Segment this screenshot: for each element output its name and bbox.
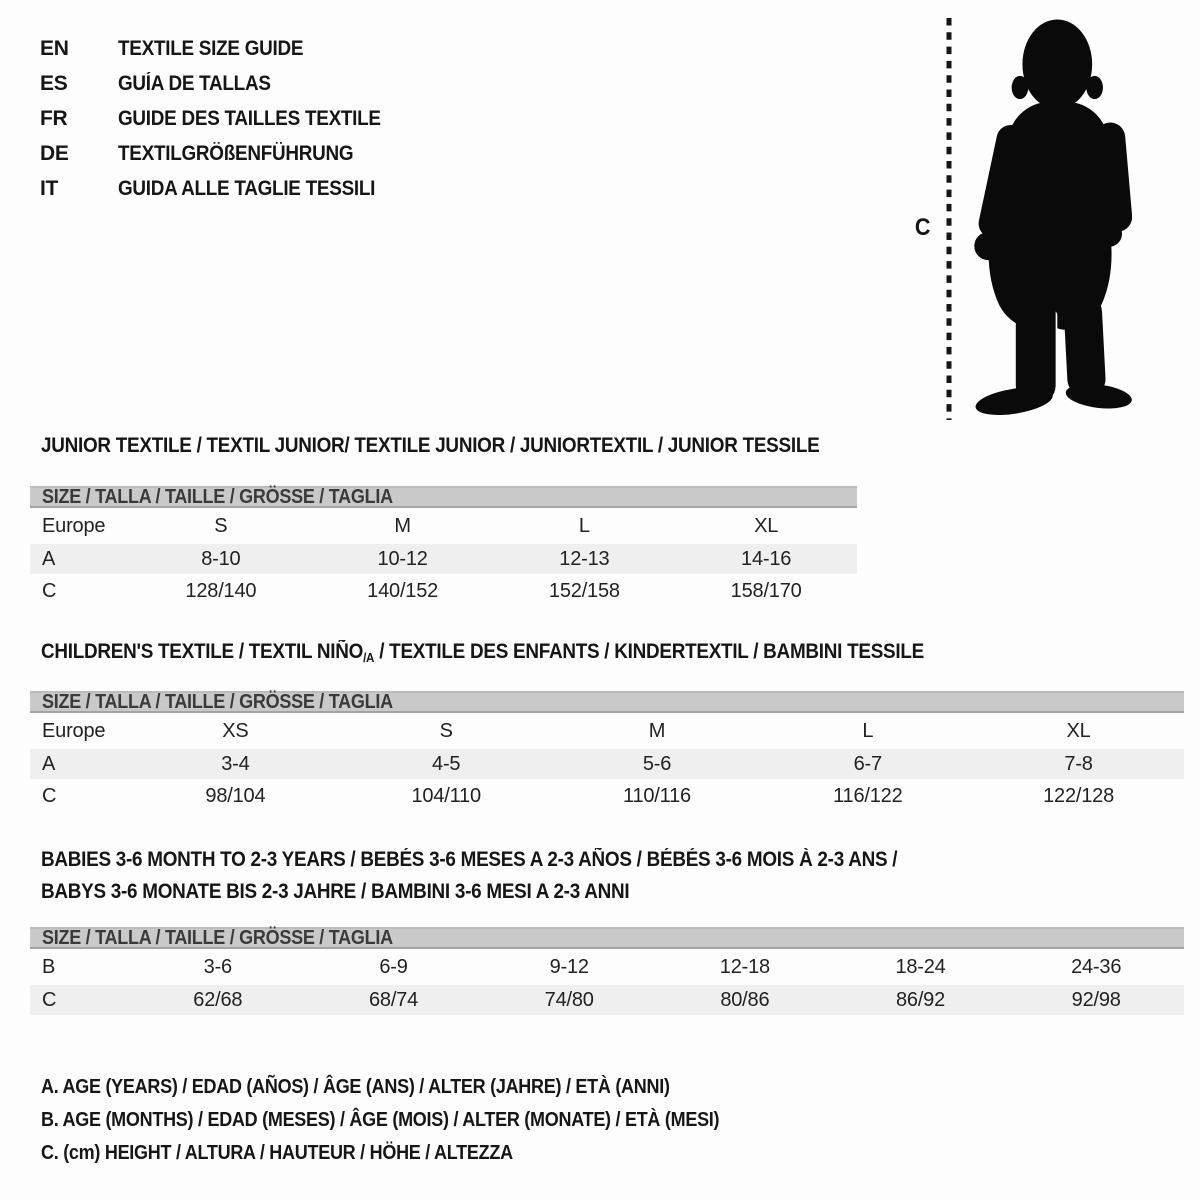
leg-right	[1063, 293, 1107, 398]
table-row-age	[30, 749, 1184, 779]
height-cell: 92/98	[1071, 988, 1121, 1011]
size-cell: L	[578, 514, 590, 537]
junior-section-title: JUNIOR TEXTILE / TEXTIL JUNIOR/ TEXTILE JUNIOR / JUNIORTEXTIL / JUNIOR TESSILE	[41, 434, 820, 457]
babies-section-title-line2: BABYS 3-6 MONATE BIS 2-3 JAHRE / BAMBINI 3-6 MESI A 2-3 ANNI	[41, 880, 630, 903]
age-cell: 7-8	[1064, 752, 1093, 775]
children-section-title: CHILDREN'S TEXTILE / TEXTIL $NIÑO_{/A}$ / TEXTILE DES ENFANTS / KINDERTEXTIL / BAMBINI TESSILE	[41, 640, 924, 665]
months-cell: 24-36	[1071, 955, 1122, 978]
leg-left	[1016, 294, 1056, 404]
height-cell: 68/74	[368, 988, 419, 1011]
height-cell: 86/92	[895, 988, 946, 1011]
height-cell: 104/110	[411, 784, 481, 807]
guide-title: TEXTILGRÖßENFÜHRUNG	[118, 141, 354, 165]
months-cell: 6-9	[379, 955, 408, 978]
guide-title: GUÍA DE TALLAS	[118, 71, 271, 95]
size-cell: S	[214, 514, 228, 537]
toddler-silhouette-icon	[966, 16, 1132, 423]
height-cell: 158/170	[730, 579, 802, 602]
table-row-sizes	[30, 508, 857, 544]
language-title-list	[40, 31, 410, 206]
row-label: B	[42, 955, 56, 978]
legend-line-age-years: A. AGE (YEARS) / EDAD (AÑOS) / ÂGE (ANS) / ALTER (JAHRE) / ETÀ (ANNI)	[41, 1076, 670, 1098]
table-row-sizes	[30, 713, 1184, 749]
height-cell: 110/116	[623, 784, 691, 807]
age-cell: 3-4	[221, 752, 250, 775]
language-code: ES	[40, 71, 68, 95]
size-header-text: SIZE / TALLA / TAILLE / GRÖSSE / TAGLIA	[42, 926, 393, 949]
language-code: FR	[40, 106, 68, 130]
guide-title: GUIDA ALLE TAGLIE TESSILI	[118, 176, 376, 200]
age-cell: 5-6	[642, 752, 672, 775]
legend	[41, 1071, 795, 1170]
table-row-months	[30, 949, 1184, 985]
row-label: C	[42, 988, 57, 1011]
size-cell: L	[862, 719, 874, 742]
legend-line-height: C. (cm) HEIGHT / ALTURA / HAUTEUR / HÖHE / ALTEZZA	[41, 1142, 513, 1164]
head	[1022, 19, 1092, 109]
size-header-bar	[30, 691, 1184, 713]
row-label: Europe	[42, 514, 106, 537]
junior-size-table	[30, 486, 857, 608]
language-row	[40, 101, 410, 136]
table-row-height	[30, 574, 857, 608]
size-cell: XL	[754, 514, 779, 537]
age-cell: 6-7	[853, 752, 882, 775]
row-label: A	[42, 547, 56, 570]
children-size-table	[30, 691, 1184, 813]
size-header-bar	[30, 486, 857, 508]
age-cell: 10-12	[377, 547, 428, 570]
months-cell: 9-12	[549, 955, 589, 978]
nino-a-subscript: /A	[363, 650, 375, 665]
table-row-height	[30, 779, 1184, 813]
height-cell: 98/104	[205, 784, 266, 807]
height-measure-label: C	[914, 214, 931, 241]
height-cell: 74/80	[544, 988, 594, 1011]
height-cell: 128/140	[185, 579, 257, 602]
height-cell: 122/128	[1043, 784, 1115, 807]
size-header-text: SIZE / TALLA / TAILLE / GRÖSSE / TAGLIA	[42, 690, 393, 713]
table-row-height	[30, 985, 1184, 1015]
height-cell: 116/122	[833, 784, 903, 807]
height-cell: 140/152	[367, 579, 439, 602]
size-cell: M	[394, 514, 411, 537]
height-cell: 80/86	[720, 988, 770, 1011]
row-label: C	[42, 784, 57, 807]
age-cell: 14-16	[741, 547, 792, 570]
table-row-age	[30, 544, 857, 574]
language-row	[40, 136, 410, 171]
months-cell: 18-24	[895, 955, 946, 978]
babies-size-table	[30, 927, 1184, 1015]
guide-title: GUIDE DES TAILLES TEXTILE	[118, 106, 381, 130]
language-code: IT	[40, 176, 59, 200]
size-cell: M	[648, 719, 666, 742]
language-row	[40, 66, 410, 101]
size-cell: S	[439, 719, 453, 742]
row-label: C	[42, 579, 57, 602]
age-cell: 4-5	[432, 752, 461, 775]
language-code: EN	[40, 36, 69, 60]
size-cell: XL	[1066, 719, 1091, 742]
row-label: A	[42, 752, 56, 775]
language-row	[40, 171, 410, 206]
ear-right	[1086, 76, 1103, 99]
size-cell: XS	[222, 719, 249, 742]
language-row	[40, 31, 410, 66]
size-header-bar	[30, 927, 1184, 949]
size-header-text: SIZE / TALLA / TAILLE / GRÖSSE / TAGLIA	[42, 485, 393, 508]
babies-section-title-line1: BABIES 3-6 MONTH TO 2-3 YEARS / BEBÉS 3-6 MESES A 2-3 AÑOS / BÉBÉS 3-6 MOIS À 2-3 ANS /	[41, 848, 898, 871]
months-cell: 12-18	[719, 955, 770, 978]
age-cell: 8-10	[201, 547, 241, 570]
ear-left	[1012, 76, 1029, 99]
months-cell: 3-6	[203, 955, 232, 978]
height-cell: 152/158	[548, 579, 620, 602]
language-code: DE	[40, 141, 69, 165]
height-cell: 62/68	[193, 988, 243, 1011]
row-label: Europe	[42, 719, 106, 742]
height-measure-line	[944, 18, 954, 420]
guide-title: TEXTILE SIZE GUIDE	[118, 36, 304, 60]
legend-line-age-months: B. AGE (MONTHS) / EDAD (MESES) / ÂGE (MOIS) / ALTER (MONATE) / ETÀ (MESI)	[41, 1109, 720, 1131]
age-cell: 12-13	[559, 547, 610, 570]
